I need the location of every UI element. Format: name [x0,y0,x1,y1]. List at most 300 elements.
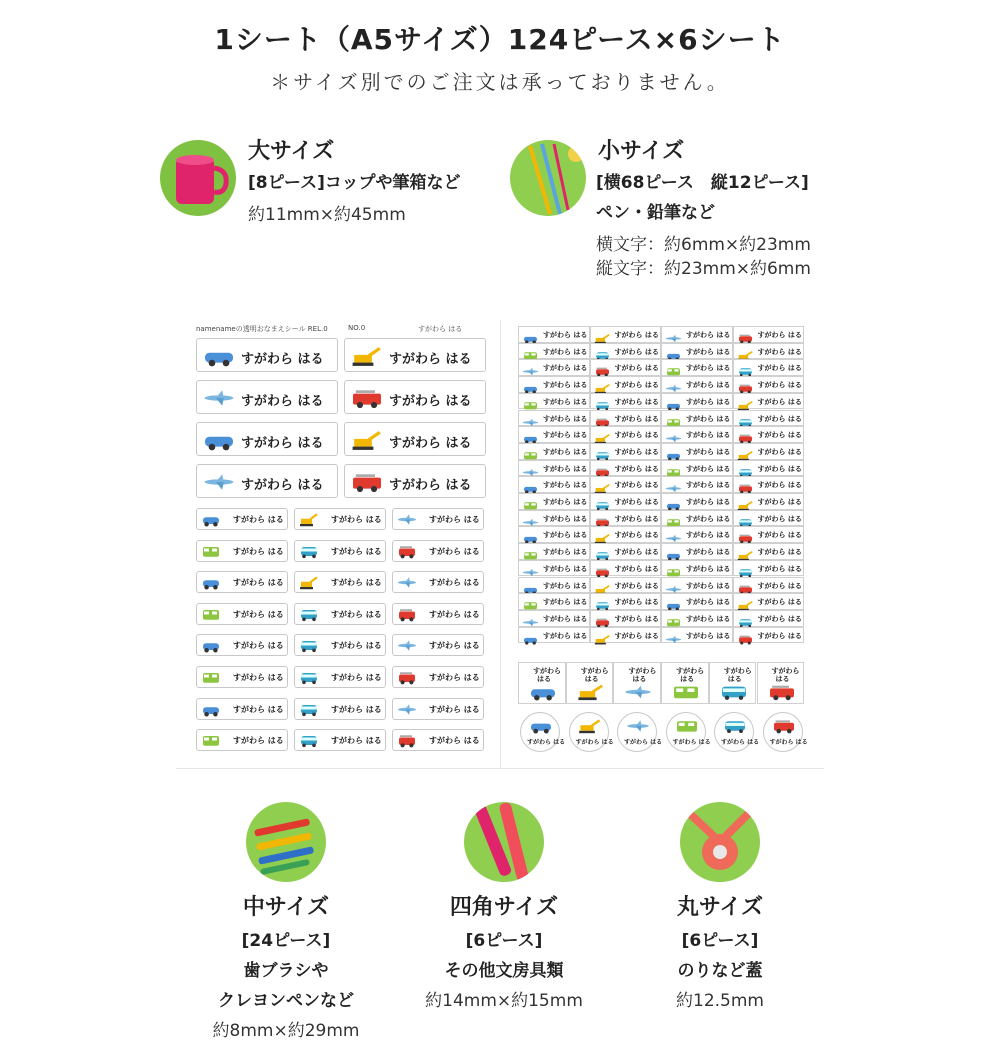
large-label-name: すがわら はる [241,436,324,451]
train-icon [672,683,700,701]
medium-size-use2: クレヨンペンなど [218,991,354,1011]
car-icon [522,529,539,540]
small-label [733,560,805,577]
square-size-count: [6ピース] [465,931,543,951]
small-label-name: すがわら はる [614,331,659,339]
small-label [733,627,805,644]
small-label-name: すがわら はる [757,581,802,590]
small-label-name: すがわら はる [614,614,659,623]
train-icon [522,346,539,357]
medium-label [294,571,386,593]
small-label-name: すがわら はる [543,481,588,490]
small-label-name: すがわら はる [686,431,731,440]
small-label [733,493,805,510]
large-label [344,338,486,372]
round-label [763,712,808,752]
car-icon [522,580,539,591]
small-label [733,526,805,543]
round-label-name: すがわら はる [721,739,760,746]
square-size-use: その他文房具類 [444,961,564,981]
small-label-name: すがわら はる [686,464,731,473]
excavator-icon [594,479,611,490]
firetruck-icon [737,580,754,591]
plane-icon [665,329,682,340]
car-icon [201,512,221,527]
firetruck-icon [397,607,417,622]
medium-label-name: すがわら はる [233,578,284,588]
excavator-icon [737,546,754,557]
small-label-name: すがわら はる [543,614,588,623]
small-label [733,376,805,393]
bus-icon [299,638,319,653]
page-title: 1シート（A5サイズ）124ピース×6シート [214,23,786,56]
car-icon [522,379,539,390]
small-label [518,526,590,543]
small-label [590,326,662,343]
plane-icon [665,479,682,490]
medium-label-name: すがわら はる [429,673,480,682]
small-label [590,526,662,543]
small-label-name: すがわら はる [543,447,588,456]
small-size-dim-horizontal: 横文字：約6mm×約23mm [596,235,811,255]
small-label [733,460,805,477]
large-label [196,464,338,498]
medium-label [196,729,288,751]
medium-label [196,698,288,720]
medium-label-name: すがわら はる [429,704,480,714]
small-label-name: すがわら はる [543,598,588,607]
small-label [518,460,590,477]
medium-label [392,698,484,720]
small-label [733,510,805,527]
medium-size-dim: 約8mm×約29mm [212,1021,360,1041]
medium-label [392,603,484,625]
small-label-name: すがわら はる [686,381,731,390]
small-label [518,410,590,427]
small-size-use: ペン・鉛筆など [596,203,715,223]
bus-icon [594,496,611,507]
large-label [344,422,486,456]
square-label [757,662,805,704]
small-label-name: すがわら はる [757,347,802,356]
bus-icon [737,563,754,574]
medium-label [196,666,288,688]
firetruck-icon [594,613,611,624]
plane-icon [397,702,417,717]
excavator-icon [299,512,319,527]
round-label [569,712,614,752]
firetruck-icon [397,670,417,685]
car-icon [665,596,682,607]
small-label-name: すがわら はる [614,481,659,490]
square-label [566,662,614,704]
firetruck-icon [737,479,754,490]
square-size-dim: 約14mm×約15mm [425,991,583,1011]
small-label [733,577,805,594]
medium-label-name: すがわら はる [331,578,382,588]
plane-icon [665,580,682,591]
medium-label [294,634,386,656]
bus-icon [720,683,748,701]
small-label [733,610,805,627]
square-label [518,662,566,704]
sheet-caption: namenameの透明おなまえシール REL.0 [196,325,328,333]
medium-label [392,540,484,562]
small-label-name: すがわら はる [757,514,802,523]
medium-label-name: すがわら はる [233,609,284,619]
plane-icon [624,683,652,701]
right-sheet [518,326,808,766]
medium-label [294,729,386,751]
small-label [661,543,733,560]
marker-photo [464,802,544,882]
train-icon [665,413,682,424]
medium-label-name: すがわら はる [429,641,480,651]
small-label-name: すがわら はる [686,397,731,406]
medium-size-use1: 歯ブラシや [243,961,329,981]
small-label-name: すがわら はる [686,531,731,540]
square-label [709,662,757,704]
train-icon [522,546,539,557]
medium-label-name: すがわら はる [331,546,382,556]
plane-icon [665,630,682,641]
bus-icon [299,607,319,622]
small-label [661,426,733,443]
small-label [733,343,805,360]
small-label [518,376,590,393]
plane-icon [522,563,539,574]
small-label [661,560,733,577]
medium-label [392,666,484,688]
medium-label [196,571,288,593]
small-label [590,493,662,510]
excavator-icon [594,580,611,591]
medium-label-name: すがわら はる [429,609,480,619]
car-icon [665,496,682,507]
small-label [590,610,662,627]
square-label-name2: はる [680,675,695,683]
medium-label [294,508,386,530]
medium-label [196,508,288,530]
bus-icon [594,546,611,557]
small-label-name: すがわら はる [686,347,731,356]
small-label-name: すがわら はる [686,414,731,423]
small-label [518,593,590,610]
excavator-icon [737,496,754,507]
small-label-name: すがわら はる [543,514,588,523]
firetruck-icon [397,733,417,748]
medium-size-title: 中サイズ [242,895,330,920]
small-label-name: すがわら はる [543,464,588,473]
medium-label [196,540,288,562]
medium-label [196,603,288,625]
small-label-name: すがわら はる [614,431,659,440]
train-icon [201,544,221,559]
small-label-name: すがわら はる [757,631,802,640]
small-label-name: すがわら はる [543,548,588,557]
small-label-name: すがわら はる [757,498,802,506]
firetruck-icon [737,379,754,390]
small-label [590,426,662,443]
large-size-title: 大サイズ [248,139,335,164]
round-label-name: すがわら はる [624,739,663,746]
large-label-name: すがわら はる [241,394,324,409]
small-label-name: すがわら はる [614,531,659,540]
small-size-title: 小サイズ [598,139,685,164]
medium-label [392,634,484,656]
medium-label [392,571,484,593]
sheet-number: NO.0 [348,324,366,332]
small-label-name: すがわら はる [686,598,731,607]
square-label-name2: はる [584,675,599,683]
small-label [661,627,733,644]
medium-label-name: すがわら はる [233,515,284,524]
small-label-name: すがわら はる [614,598,659,607]
small-label-name: すがわら はる [686,581,731,590]
medium-label-name: すがわら はる [429,736,480,746]
firetruck-icon [351,471,383,493]
small-label [590,510,662,527]
plane-icon [397,512,417,527]
car-icon [665,446,682,457]
square-label-name2: はる [775,675,790,683]
small-label [518,359,590,376]
medium-label-name: すがわら はる [331,704,382,714]
round-label-name: すがわら はる [575,739,614,746]
square-size-title: 四角サイズ [449,895,559,920]
small-label [733,393,805,410]
medium-label-name: すがわら はる [331,609,382,619]
large-label-name: すがわら はる [241,478,324,493]
sheets-divider-line [176,768,824,769]
medium-label [294,666,386,688]
car-icon [203,429,235,451]
round-size-count: [6ピース] [681,931,759,951]
small-label [661,610,733,627]
round-label-name: すがわら はる [769,739,808,746]
large-label [344,380,486,414]
large-label-name: すがわら はる [241,352,324,367]
car-icon [522,429,539,440]
small-label [733,543,805,560]
bus-icon [299,733,319,748]
small-label-name: すがわら はる [614,364,659,373]
large-label [196,338,338,372]
small-label [590,359,662,376]
bus-icon [723,718,747,734]
small-label-name: すがわら はる [543,564,588,573]
square-label-name1: すがわら [676,667,705,675]
small-label-name: すがわら はる [614,414,659,423]
small-label [590,627,662,644]
large-label-name: すがわら はる [389,478,472,493]
plane-icon [397,638,417,653]
order-note: ＊サイズ別でのご注文は承っておりません。 [270,70,730,94]
small-label [661,493,733,510]
round-label [617,712,663,752]
small-label-name: すがわら はる [614,631,659,640]
excavator-icon [351,429,383,451]
excavator-icon [594,529,611,540]
left-sheet [190,318,490,763]
sheets-separator [500,320,501,768]
car-icon [203,345,235,367]
small-label [590,393,662,410]
firetruck-icon [772,718,796,734]
small-label-name: すがわら はる [614,347,659,356]
small-label-name: すがわら はる [757,481,802,490]
plane-icon [522,362,539,373]
excavator-icon [737,396,754,407]
small-label-name: すがわら はる [686,564,731,573]
small-label-name: すがわら はる [614,514,659,523]
plane-icon [665,429,682,440]
car-icon [529,718,553,734]
sheet-name-small: すがわら はる [418,325,463,333]
small-label [590,410,662,427]
square-label [661,662,709,704]
large-size-count: [8ピース]コップや筆箱など [248,173,461,193]
small-label-name: すがわら はる [757,364,802,373]
train-icon [665,563,682,574]
small-label-name: すがわら はる [543,414,588,423]
small-label [518,577,590,594]
square-label-name1: すがわら [533,667,561,675]
small-label [661,593,733,610]
plane-icon [203,471,235,493]
small-label-name: すがわら はる [686,498,731,506]
small-label [518,476,590,493]
small-label [590,577,662,594]
small-label [590,443,662,460]
train-icon [665,513,682,524]
small-label [733,426,805,443]
small-label-name: すがわら はる [757,564,802,573]
large-label [196,422,338,456]
small-label [518,393,590,410]
small-label [590,376,662,393]
small-label [661,476,733,493]
plane-icon [522,613,539,624]
small-label [518,543,590,560]
plane-icon [522,463,539,474]
small-label-name: すがわら はる [614,397,659,406]
square-label-name1: すがわら [723,667,752,675]
medium-label [294,698,386,720]
firetruck-icon [594,362,611,373]
small-label [518,627,590,644]
small-label-name: すがわら はる [686,514,731,523]
small-label-name: すがわら はる [614,564,659,573]
medium-label-name: すがわら はる [429,578,480,588]
firetruck-icon [594,513,611,524]
small-label-name: すがわら はる [614,498,659,506]
car-icon [522,479,539,490]
car-icon [529,683,557,701]
small-label-name: すがわら はる [543,498,588,506]
firetruck-icon [351,387,383,409]
small-label-name: すがわら はる [543,397,588,406]
medium-label [196,634,288,656]
small-label-name: すがわら はる [757,548,802,557]
small-label-name: すがわら はる [543,381,588,390]
small-label-name: すがわら はる [614,548,659,557]
small-label [590,476,662,493]
pencil-photo [510,140,586,216]
large-size-dim: 約11mm×約45mm [248,205,406,225]
small-label [518,343,590,360]
small-label [518,443,590,460]
train-icon [665,613,682,624]
small-label [661,326,733,343]
glue-photo [680,802,760,882]
car-icon [665,546,682,557]
small-label [518,426,590,443]
excavator-icon [737,346,754,357]
large-label-name: すがわら はる [389,394,472,409]
small-label-name: すがわら はる [686,481,731,490]
excavator-icon [351,345,383,367]
excavator-icon [578,718,602,734]
small-label [661,526,733,543]
square-label-name2: はる [727,675,742,683]
firetruck-icon [768,683,796,701]
plane-icon [665,529,682,540]
excavator-icon [594,329,611,340]
firetruck-icon [594,463,611,474]
small-label-name: すがわら はる [757,447,802,456]
large-label [344,464,486,498]
small-label-name: すがわら はる [757,331,802,339]
small-label [518,610,590,627]
small-label-name: すがわら はる [757,397,802,406]
small-label-name: すがわら はる [543,431,588,440]
small-label [590,343,662,360]
large-label-name: すがわら はる [389,352,472,367]
car-icon [201,575,221,590]
square-label-name1: すがわら [580,667,609,675]
small-label [590,543,662,560]
car-icon [201,702,221,717]
medium-label-name: すがわら はる [233,704,284,714]
small-label [661,410,733,427]
round-label-name: すがわら はる [672,739,711,746]
square-label-name1: すがわら [771,667,800,675]
square-label [613,662,661,704]
square-label-name1: すがわら [628,667,657,675]
small-label [661,393,733,410]
round-size-dim: 約12.5mm [676,991,764,1011]
medium-label [294,603,386,625]
small-label-name: すがわら はる [614,447,659,456]
small-label [733,326,805,343]
car-icon [201,638,221,653]
small-label [661,343,733,360]
square-label-name2: はる [537,675,551,683]
small-label [518,326,590,343]
medium-label-name: すがわら はる [233,641,284,651]
small-label [733,359,805,376]
small-label-name: すがわら はる [757,598,802,607]
bus-icon [737,413,754,424]
small-label-name: すがわら はる [686,364,731,373]
medium-label-name: すがわら はる [331,736,382,746]
small-label-name: すがわら はる [543,331,588,339]
bus-icon [737,613,754,624]
train-icon [665,463,682,474]
car-icon [522,630,539,641]
round-label [666,712,711,752]
